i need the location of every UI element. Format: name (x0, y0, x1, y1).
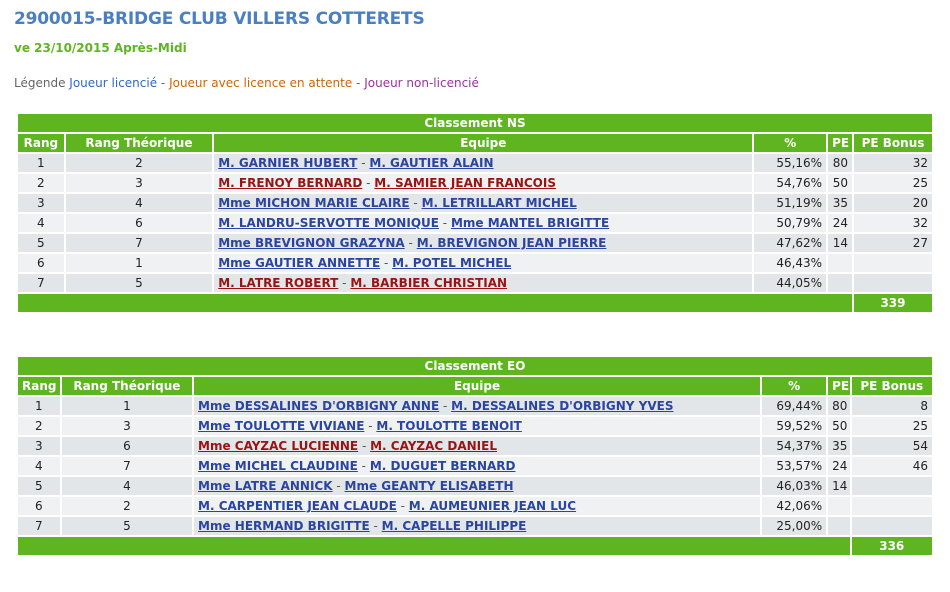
theoretical-rank-cell: 3 (62, 417, 192, 435)
pe-bonus-cell: 46 (852, 457, 932, 475)
table-caption: Classement NS (18, 114, 932, 132)
rank-cell: 3 (18, 437, 60, 455)
player-link[interactable]: M. LATRE ROBERT (218, 276, 339, 290)
player-link[interactable]: Mme MICHON MARIE CLAIRE (218, 196, 410, 210)
theoretical-rank-cell: 2 (62, 497, 192, 515)
player-link[interactable]: M. LANDRU-SERVOTTE MONIQUE (218, 216, 439, 230)
theoretical-rank-cell: 5 (62, 517, 192, 535)
theoretical-rank-cell: 1 (66, 254, 213, 272)
team-cell (194, 477, 760, 495)
player-link[interactable]: M. POTEL MICHEL (392, 256, 512, 270)
player-link[interactable]: M. CARPENTIER JEAN CLAUDE (198, 499, 397, 513)
table-footer (18, 294, 852, 312)
table-footer (18, 537, 850, 555)
percent-cell: 59,52% (762, 417, 826, 435)
pe-cell (828, 254, 852, 272)
legend-separator: - (352, 76, 365, 90)
ranking-table-eo (16, 355, 934, 557)
column-header-rang: Rang (18, 377, 60, 395)
table-caption: Classement EO (18, 357, 932, 375)
team-separator: - (362, 176, 375, 190)
table-row (18, 214, 932, 232)
percent-cell: 54,37% (762, 437, 826, 455)
total-pe-bonus: 339 (854, 294, 932, 312)
table-row (18, 174, 932, 192)
player-link[interactable]: Mme MICHEL CLAUDINE (198, 459, 358, 473)
team-cell (214, 234, 752, 252)
theoretical-rank-cell: 3 (66, 174, 213, 192)
theoretical-rank-cell: 7 (62, 457, 192, 475)
team-separator: - (438, 216, 451, 230)
pe-bonus-cell: 32 (854, 214, 932, 232)
player-link[interactable]: Mme MANTEL BRIGITTE (450, 216, 610, 230)
column-header-equipe: Equipe (214, 134, 752, 152)
team-separator: - (409, 196, 422, 210)
column-header-equipe: Equipe (194, 377, 760, 395)
team-cell (194, 397, 760, 415)
percent-cell: 42,06% (762, 497, 826, 515)
rank-cell: 6 (18, 254, 64, 272)
team-cell (214, 194, 752, 212)
percent-cell: 50,79% (754, 214, 826, 232)
pe-cell: 80 (828, 154, 852, 172)
team-separator: - (380, 256, 393, 270)
rank-cell: 7 (18, 274, 64, 292)
table-row (18, 194, 932, 212)
table-row (18, 417, 932, 435)
team-separator: - (396, 499, 409, 513)
pe-cell: 24 (828, 457, 849, 475)
pe-cell: 14 (828, 234, 852, 252)
team-separator: - (439, 399, 452, 413)
player-link[interactable]: Mme GEANTY ELISABETH (344, 479, 514, 493)
column-header-pe-bonus: PE Bonus (852, 377, 932, 395)
player-link[interactable]: Mme GAUTIER ANNETTE (218, 256, 381, 270)
pe-cell (828, 274, 852, 292)
theoretical-rank-cell: 2 (66, 154, 213, 172)
legend-unlicensed: Joueur non-licencié (364, 76, 479, 90)
player-link[interactable]: Mme BREVIGNON GRAZYNA (218, 236, 405, 250)
player-link[interactable]: M. TOULOTTE BENOIT (376, 419, 522, 433)
pe-bonus-cell (854, 254, 932, 272)
team-cell (214, 154, 752, 172)
pe-cell (828, 517, 849, 535)
player-link[interactable]: M. BARBIER CHRISTIAN (350, 276, 508, 290)
percent-cell: 44,05% (754, 274, 826, 292)
pe-cell: 35 (828, 194, 852, 212)
player-link[interactable]: M. BREVIGNON JEAN PIERRE (416, 236, 607, 250)
table-row (18, 274, 932, 292)
pe-bonus-cell (852, 517, 932, 535)
player-link[interactable]: M. CAYZAC DANIEL (370, 439, 497, 453)
player-link[interactable]: Mme HERMAND BRIGITTE (198, 519, 370, 533)
column-header-pe: PE (828, 134, 852, 152)
percent-cell: 53,57% (762, 457, 826, 475)
column-header-pe: PE (828, 377, 849, 395)
legend-pending: Joueur avec licence en attente (169, 76, 353, 90)
theoretical-rank-cell: 6 (62, 437, 192, 455)
rank-cell: 6 (18, 497, 60, 515)
table-row (18, 154, 932, 172)
player-link[interactable]: M. AUMEUNIER JEAN LUC (408, 499, 577, 513)
team-cell (214, 274, 752, 292)
team-cell (194, 517, 760, 535)
rank-cell: 1 (18, 397, 60, 415)
legend-label: Légende (14, 76, 66, 90)
table-row (18, 457, 932, 475)
pe-bonus-cell (852, 477, 932, 495)
rank-cell: 1 (18, 154, 64, 172)
pe-bonus-cell: 32 (854, 154, 932, 172)
pe-bonus-cell: 54 (852, 437, 932, 455)
percent-cell: 51,19% (754, 194, 826, 212)
page-title: 2900015-BRIDGE CLUB VILLERS COTTERETS (14, 9, 425, 29)
theoretical-rank-cell: 6 (66, 214, 213, 232)
team-separator: - (332, 479, 345, 493)
pe-cell: 24 (828, 214, 852, 232)
team-separator: - (358, 439, 371, 453)
table-row (18, 477, 932, 495)
theoretical-rank-cell: 1 (62, 397, 192, 415)
pe-bonus-cell (854, 274, 932, 292)
percent-cell: 46,43% (754, 254, 826, 272)
percent-cell: 55,16% (754, 154, 826, 172)
table-row (18, 234, 932, 252)
theoretical-rank-cell: 7 (66, 234, 213, 252)
pe-cell: 35 (828, 437, 849, 455)
percent-cell: 25,00% (762, 517, 826, 535)
player-link[interactable]: Mme LATRE ANNICK (198, 479, 333, 493)
player-link[interactable]: M. GARNIER HUBERT (218, 156, 358, 170)
rank-cell: 5 (18, 477, 60, 495)
rank-cell: 4 (18, 214, 64, 232)
pe-bonus-cell: 8 (852, 397, 932, 415)
team-cell (194, 437, 760, 455)
team-separator: - (404, 236, 417, 250)
player-link[interactable]: Mme DESSALINES D'ORBIGNY ANNE (198, 399, 440, 413)
player-link[interactable]: M. DUGUET BERNARD (369, 459, 516, 473)
team-cell (214, 174, 752, 192)
percent-cell: 54,76% (754, 174, 826, 192)
player-link[interactable]: M. GAUTIER ALAIN (369, 156, 494, 170)
player-link[interactable]: M. CAPELLE PHILIPPE (381, 519, 527, 533)
percent-cell: 46,03% (762, 477, 826, 495)
pe-bonus-cell: 20 (854, 194, 932, 212)
rank-cell: 2 (18, 417, 60, 435)
column-header-rang-theorique: Rang Théorique (62, 377, 192, 395)
percent-cell: 69,44% (762, 397, 826, 415)
pe-bonus-cell: 27 (854, 234, 932, 252)
team-separator: - (369, 519, 382, 533)
theoretical-rank-cell: 4 (62, 477, 192, 495)
table-row (18, 254, 932, 272)
pe-bonus-cell: 25 (854, 174, 932, 192)
table-row (18, 397, 932, 415)
session-date: ve 23/10/2015 Après-Midi (14, 41, 187, 55)
theoretical-rank-cell: 4 (66, 194, 213, 212)
player-link[interactable]: M. FRENOY BERNARD (218, 176, 363, 190)
theoretical-rank-cell: 5 (66, 274, 213, 292)
column-header-rang: Rang (18, 134, 64, 152)
team-cell (194, 457, 760, 475)
table-row (18, 437, 932, 455)
pe-cell: 50 (828, 174, 852, 192)
column-header-pe-bonus: PE Bonus (854, 134, 932, 152)
legend (14, 76, 479, 90)
pe-cell: 50 (828, 417, 849, 435)
column-header-rang-theorique: Rang Théorique (66, 134, 213, 152)
table-row (18, 517, 932, 535)
player-link[interactable]: Mme CAYZAC LUCIENNE (198, 439, 359, 453)
pe-bonus-cell: 25 (852, 417, 932, 435)
pe-cell: 14 (828, 477, 849, 495)
team-cell (194, 417, 760, 435)
pe-cell: 80 (828, 397, 849, 415)
percent-cell: 47,62% (754, 234, 826, 252)
team-cell (194, 497, 760, 515)
rank-cell: 2 (18, 174, 64, 192)
team-separator: - (364, 419, 377, 433)
team-separator: - (338, 276, 351, 290)
column-header-percent: % (754, 134, 826, 152)
table-row (18, 497, 932, 515)
rank-cell: 4 (18, 457, 60, 475)
player-link[interactable]: M. SAMIER JEAN FRANCOIS (374, 176, 556, 190)
legend-licensed: Joueur licencié (69, 76, 158, 90)
rank-cell: 3 (18, 194, 64, 212)
total-pe-bonus: 336 (852, 537, 932, 555)
ranking-table-ns (16, 112, 934, 314)
player-link[interactable]: M. LETRILLART MICHEL (421, 196, 577, 210)
legend-separator: - (157, 76, 170, 90)
rank-cell: 5 (18, 234, 64, 252)
pe-cell (828, 497, 849, 515)
team-cell (214, 254, 752, 272)
team-cell (214, 214, 752, 232)
column-header-percent: % (762, 377, 826, 395)
player-link[interactable]: Mme TOULOTTE VIVIANE (198, 419, 365, 433)
rank-cell: 7 (18, 517, 60, 535)
team-separator: - (357, 459, 370, 473)
team-separator: - (357, 156, 370, 170)
pe-bonus-cell (852, 497, 932, 515)
player-link[interactable]: M. DESSALINES D'ORBIGNY YVES (451, 399, 674, 413)
